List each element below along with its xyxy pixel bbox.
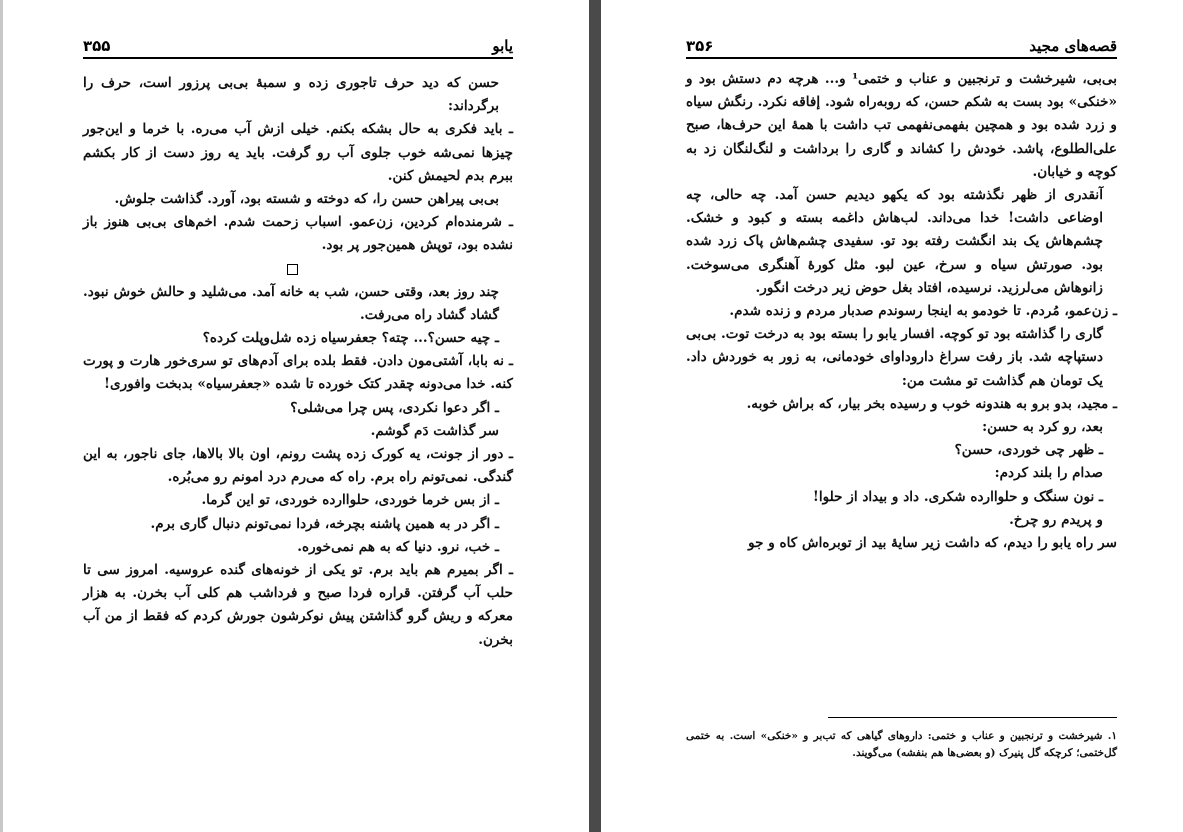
paragraph: ـ مجید، بدو برو به هندونه خوب و رسیده بخر بیار، که براش خوبه.: [746, 395, 1117, 412]
page-number: ۳۵۶: [686, 37, 714, 55]
paragraph: صدام را بلند کردم:: [994, 465, 1103, 482]
paragraph: گاری را گذاشته بود تو کوچه. افسار یابو را بسته بود به درخت توت. بی‌بی دستپاچه شد. باز رفت سراغ داروداوای خودمانی، به زور به خوردش داد. یک تومان هم گذاشت تو مشت من:: [686, 326, 1103, 389]
running-title: قصه‌های مجید: [1029, 37, 1117, 55]
left-page-body: [83, 72, 513, 652]
paragraph: ـ خب، نرو. دنیا که به هم نمی‌خوره.: [297, 538, 499, 555]
paragraph: ـ نه بابا، آشتی‌مون دادن. فقط بلده برای آدم‌های تو سری‌خور هارت و پورت کنه. خدا می‌دونه چقدر کتک خورده تا شده «جعفرسیاه» بدبخت وافوری!: [83, 353, 513, 393]
left-page-header: [83, 33, 513, 59]
right-page-header: [686, 33, 1117, 59]
right-page-body: [686, 68, 1117, 555]
paragraph: ـ چیه حسن؟... چته؟ جعفرسیاه زده شل‌وپلت کرده؟: [202, 330, 499, 347]
paragraph: بی‌بی پیراهن حسن را، که دوخته و شسته بود، آورد. گذاشت جلوش.: [114, 191, 499, 208]
paragraph: ـ دور از جونت، یه کورک زده پشت رونم، اون بالا بالاها، جای ناجور، به این گندگی. نمی‌تونم راه برم. راه که می‌رم درد امونم رو می‌بُره.: [83, 446, 513, 486]
paragraph: سر راه یابو را دیدم، که داشت زیر سایهٔ بید از توبره‌اش کاه و جو: [748, 535, 1117, 552]
footnote-rule: [828, 717, 1117, 718]
paragraph: بعد، رو کرد به حسن:: [982, 419, 1103, 436]
paragraph: حسن که دید حرف تاجوری زده و سمبهٔ بی‌بی پرزور است، حرف را برگرداند:: [83, 75, 499, 115]
paragraph: ـ شرمنده‌ام کردین، زن‌عمو. اسباب زحمت شدم. اخم‌های بی‌بی هنوز باز نشده بود، توپش همین‌جور پر بود.: [83, 214, 513, 254]
paragraph: ـ اگر در به همین پاشنه بچرخه، فردا نمی‌تونم دنبال گاری برم.: [150, 515, 499, 532]
right-page: [601, 0, 1183, 832]
paragraph: ـ از بس خرما خوردی، حلواارده خوردی، تو این گرما.: [201, 492, 499, 509]
paragraph: سر گذاشت دَم گوشم.: [370, 422, 499, 439]
paragraph: ـ زن‌عمو، مُردم. تا خودمو به اینجا رسوندم صدبار مردم و زنده شدم.: [729, 303, 1117, 320]
paragraph: ـ ظهر چی خوردی، حسن؟: [954, 442, 1103, 459]
paragraph: ـ اگر دعوا نکردی، پس چرا می‌شلی؟: [290, 399, 499, 416]
paragraph: ـ باید فکری به حال بشکه بکنم. خیلی ازش آب می‌ره. با خرما و این‌جور چیزها نمی‌شه خوب جلوی آب رو گرفت. باید یه روز دست از کار بکشم ببرم بدم لحیمش کنن.: [83, 121, 513, 184]
page-gutter: [589, 0, 601, 832]
paragraph: آنقدری از ظهر نگذشته بود که یکهو دیدیم حسن آمد. چه حالی، چه اوضاعی داشت! خدا می‌داند. لب‌هاش داغمه بسته و کبود و خشک. چشم‌هاش یک بند انگشت رفته بود تو. سفیدی چشم‌هاش پاک زرد شده بود. صورتش سیاه و سرخ، عین لبو. مثل کورهٔ آهنگری می‌سوخت. زانوهاش می‌لرزید. نرسیده، افتاد بغل حوض زیر درخت انگور.: [686, 187, 1103, 296]
left-page: [3, 0, 589, 832]
paragraph: ـ نون سنگک و حلواارده شکری. داد و بیداد از حلوا!: [812, 488, 1103, 505]
footnote: ۱. شیرخشت و ترنجبین و عناب و ختمی: داروهای گیاهی که تب‌بر و «خنکی» است. به ختمی گل‌ختمی؛ کرچکه گل پنیرک (و بعضی‌ها هم بنفشه) می‌گویند.: [686, 730, 1117, 759]
paragraph: بی‌بی، شیرخشت و ترنجبین و عناب و ختمی¹ و... هرچه دم دستش بود و «خنکی» بود بست به شکم حسن، که روبه‌راه شود. إفاقه نکرد. رنگش سیاه و زرد شده بود و همچین بفهمی‌نفهمی تب داشت با همهٔ این حرف‌ها، صبح علی‌الطلوع، پاشد. خودش را کشاند و گاری را برداشت و لنگ‌لنگان زد به کوچه و خیابان.: [686, 71, 1117, 180]
running-title: یابو: [492, 37, 513, 55]
page-number: ۳۵۵: [83, 37, 111, 55]
section-break-square-icon: [287, 264, 298, 275]
paragraph: ـ اگر بمیرم هم باید برم. تو یکی از خونه‌های گنده عروسیه. امروز سی تا حلب آب گرفتن. قراره فردا صبح و فرداشب هم کلی آب بخرن. به هزار معرکه و ریش گرو گذاشتن پیش نوکرشون جورش کردم که فقط از من آب بخرن.: [83, 562, 513, 648]
paragraph: چند روز بعد، وقتی حسن، شب به خانه آمد. می‌شلید و حالش خوش نبود. گشاد گشاد راه می‌رفت.: [83, 283, 499, 323]
paragraph: و پریدم رو چرخ.: [1009, 511, 1103, 528]
